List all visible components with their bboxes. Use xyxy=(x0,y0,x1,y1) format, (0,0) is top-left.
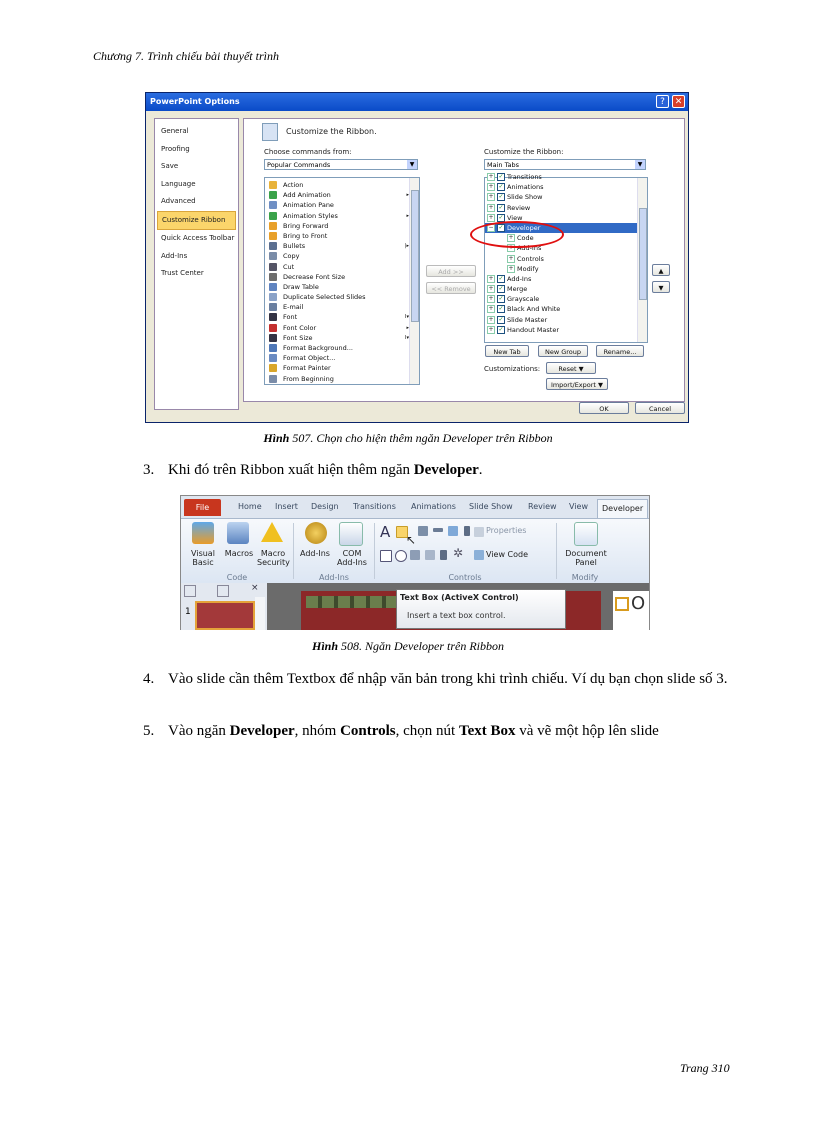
expand-icon: + xyxy=(488,285,494,293)
ribbon-body xyxy=(181,518,649,584)
nav-add-ins[interactable]: Add-Ins xyxy=(161,251,188,260)
ribbon-tabs-tree[interactable] xyxy=(484,173,648,343)
command-item[interactable]: Copy xyxy=(265,251,419,261)
command-icon xyxy=(269,181,277,189)
add-ins-button[interactable]: Add-Ins xyxy=(300,549,330,558)
expand-icon: + xyxy=(508,234,514,242)
checkbox-icon: ✓ xyxy=(498,305,504,313)
step-5: 5. Vào ngăn Developer, nhóm Controls, chọn nút Text Box và vẽ một hộp lên slide xyxy=(143,723,659,739)
ok-button[interactable]: OK xyxy=(579,402,629,414)
combo-box-icon[interactable] xyxy=(425,550,435,560)
checkbox-icon: ✓ xyxy=(498,193,504,201)
chevron-down-icon: ▼ xyxy=(635,160,645,169)
remove-button[interactable]: << Remove xyxy=(426,282,476,294)
command-item[interactable]: Animation Styles ▸ xyxy=(265,211,419,221)
command-item[interactable]: Duplicate Selected Slides xyxy=(265,292,419,302)
properties-button[interactable]: Properties xyxy=(486,526,527,535)
choose-commands-label: Choose commands from: xyxy=(264,148,352,156)
slide-thumbnail-pane xyxy=(181,583,267,630)
group-modify-label: Modify xyxy=(571,573,599,582)
collapse-icon: − xyxy=(488,223,494,231)
options-nav xyxy=(154,118,239,410)
expand-icon: + xyxy=(508,264,514,272)
powerpoint-options-dialog xyxy=(145,92,689,423)
choose-commands-select[interactable]: Popular Commands ▼ xyxy=(264,159,418,170)
commands-list[interactable] xyxy=(264,177,420,385)
checkbox-icon: ✓ xyxy=(498,223,504,231)
slide-thumbnail[interactable] xyxy=(195,601,255,630)
dialog-title: PowerPoint Options xyxy=(146,93,688,111)
tab-design[interactable]: Design xyxy=(311,502,339,511)
list-box-icon[interactable] xyxy=(410,550,420,560)
customize-ribbon-select[interactable]: Main Tabs ▼ xyxy=(484,159,646,170)
tree-item[interactable]: + ✓ Handout Master xyxy=(488,325,560,334)
tree-item[interactable]: + ✓ Review xyxy=(488,203,531,212)
command-icon xyxy=(269,303,277,311)
add-button[interactable]: Add >> xyxy=(426,265,476,277)
tree-item[interactable]: + Controls xyxy=(508,254,544,263)
new-group-button[interactable]: New Group xyxy=(538,345,588,357)
command-item[interactable]: From Beginning xyxy=(265,374,419,384)
command-icon xyxy=(269,191,277,199)
tab-animations[interactable]: Animations xyxy=(411,502,456,511)
tree-item[interactable]: + ✓ Slide Show xyxy=(488,193,543,202)
expand-icon: + xyxy=(508,254,514,262)
visual-basic-icon xyxy=(192,522,214,544)
expand-icon: + xyxy=(488,183,494,191)
command-icon xyxy=(269,222,277,230)
frame-icon[interactable] xyxy=(440,550,447,560)
tree-item[interactable]: + Add-Ins xyxy=(508,244,542,253)
developer-ribbon-screenshot xyxy=(180,495,650,630)
close-pane-icon[interactable]: × xyxy=(251,583,259,593)
outline-tab-icon[interactable] xyxy=(217,585,229,597)
checkbox-icon: ✓ xyxy=(498,203,504,211)
customizations-label: Customizations: xyxy=(484,365,541,373)
nav-general[interactable]: General xyxy=(161,127,189,135)
command-item[interactable]: Cut xyxy=(265,262,419,272)
step-3: 3. Khi đó trên Ribbon xuất hiện thêm ngăn Developer. xyxy=(143,462,483,478)
command-item[interactable]: Format Background... xyxy=(265,343,419,353)
macros-button[interactable]: Macros xyxy=(224,549,254,558)
command-icon xyxy=(269,313,277,321)
expand-icon: + xyxy=(488,193,494,201)
command-icon xyxy=(269,354,277,362)
command-item[interactable]: Action xyxy=(265,180,419,190)
mouse-cursor-icon: ↖ xyxy=(406,533,417,547)
document-panel-button[interactable]: Document Panel xyxy=(565,549,607,567)
tab-file[interactable]: File xyxy=(184,499,221,516)
command-item[interactable]: Bring to Front xyxy=(265,231,419,241)
command-item[interactable]: Animation Pane xyxy=(265,200,419,210)
command-item[interactable]: E-mail xyxy=(265,302,419,312)
label-control-icon[interactable]: A xyxy=(380,523,391,541)
checkbox-icon: ✓ xyxy=(498,285,504,293)
tree-item[interactable]: + ✓ Animations xyxy=(488,183,544,192)
expand-icon: + xyxy=(488,213,494,221)
visual-basic-button[interactable]: Visual Basic xyxy=(191,549,215,567)
command-icon xyxy=(269,324,277,332)
more-controls-icon[interactable]: ✲ xyxy=(453,546,464,560)
expand-icon: + xyxy=(488,203,494,211)
command-icon xyxy=(269,263,277,271)
checkbox-icon: ✓ xyxy=(498,325,504,333)
view-code-icon xyxy=(474,550,484,560)
com-add-ins-icon xyxy=(339,522,363,546)
command-item[interactable]: Bullets |▸ xyxy=(265,241,419,251)
command-item[interactable]: Draw Table xyxy=(265,282,419,292)
submenu-arrow-icon: ▸ xyxy=(406,324,409,331)
rename-button[interactable]: Rename... xyxy=(596,345,644,357)
tab-view[interactable]: View xyxy=(569,502,588,511)
expand-icon: + xyxy=(488,305,494,313)
highlight-circle xyxy=(470,221,564,248)
command-icon xyxy=(269,293,277,301)
submenu-arrow-icon: I▾ xyxy=(405,314,409,321)
nav-quick-access-toolbar[interactable]: Quick Access Toolbar xyxy=(161,234,235,242)
command-icon xyxy=(269,375,277,383)
tab-slide-show[interactable]: Slide Show xyxy=(469,502,513,511)
customize-heading: Customize the Ribbon. xyxy=(286,127,377,136)
nav-language[interactable]: Language xyxy=(161,179,196,188)
tooltip-title: Text Box (ActiveX Control) xyxy=(400,593,519,602)
checkbox-icon: ✓ xyxy=(498,315,504,323)
tree-item[interactable]: + ✓ Slide Master xyxy=(488,315,548,324)
new-tab-button[interactable]: New Tab xyxy=(485,345,529,357)
command-icon xyxy=(269,273,277,281)
command-icon xyxy=(269,364,277,372)
properties-icon xyxy=(474,527,484,537)
command-icon xyxy=(269,344,277,352)
command-item[interactable]: Format Painter xyxy=(265,363,419,373)
view-code-button[interactable]: View Code xyxy=(486,550,529,559)
customize-ribbon-label: Customize the Ribbon: xyxy=(484,148,564,156)
nav-customize-ribbon[interactable]: Customize Ribbon xyxy=(157,211,236,231)
macros-icon xyxy=(227,522,249,544)
command-icon xyxy=(269,232,277,240)
tree-item[interactable]: + ✓ Merge xyxy=(488,285,528,294)
nav-advanced[interactable]: Advanced xyxy=(161,197,196,205)
group-add-ins-label: Add-Ins xyxy=(319,573,349,582)
tooltip-description: Insert a text box control. xyxy=(407,611,506,620)
checkbox-icon: ✓ xyxy=(498,213,504,221)
toggle-button-icon[interactable] xyxy=(464,526,470,536)
move-up-button[interactable] xyxy=(652,264,670,276)
checkbox-icon: ✓ xyxy=(498,274,504,282)
expand-icon: + xyxy=(488,295,494,303)
submenu-arrow-icon: I▾ xyxy=(405,334,409,341)
command-icon xyxy=(269,283,277,291)
command-icon xyxy=(269,252,277,260)
tree-item[interactable]: + Code xyxy=(508,234,534,243)
help-icon[interactable]: ? xyxy=(656,95,669,108)
arrow-up-icon: ▲ xyxy=(658,267,664,275)
group-controls-label: Controls xyxy=(448,573,482,582)
command-item[interactable]: Font Color ▸ xyxy=(265,323,419,333)
warning-icon xyxy=(261,522,283,542)
com-add-ins-button[interactable]: COM Add-Ins xyxy=(337,549,367,567)
reset-button[interactable]: Reset ▼ xyxy=(546,362,596,374)
expand-icon: + xyxy=(488,173,494,180)
command-item[interactable]: Add Animation ▸ xyxy=(265,190,419,200)
expand-icon: + xyxy=(488,315,494,323)
tab-insert[interactable]: Insert xyxy=(275,502,298,511)
slides-tab-icon[interactable] xyxy=(184,585,196,597)
check-box-icon[interactable] xyxy=(380,550,392,562)
tree-item[interactable]: + ✓ Add-Ins xyxy=(488,274,532,283)
close-icon[interactable]: ✕ xyxy=(672,95,685,108)
cancel-button[interactable]: Cancel xyxy=(635,402,685,414)
slide-number: 1 xyxy=(185,607,191,617)
figure-caption-508: Hình 508. Ngăn Developer trên Ribbon xyxy=(312,639,504,653)
command-icon xyxy=(269,242,277,250)
submenu-arrow-icon: ▸ xyxy=(406,192,409,199)
expand-icon: + xyxy=(508,244,514,252)
import-export-button[interactable]: Import/Export ▼ xyxy=(546,378,608,390)
scrollbar-control-icon[interactable] xyxy=(433,528,443,532)
nav-trust-center[interactable]: Trust Center xyxy=(161,269,204,277)
slide-nav-buttons xyxy=(306,596,396,608)
ribbon-icon xyxy=(262,123,278,141)
command-item[interactable]: Format Object... xyxy=(265,353,419,363)
tab-home[interactable]: Home xyxy=(238,502,262,511)
spin-button-icon[interactable] xyxy=(418,526,428,536)
submenu-arrow-icon: ▸ xyxy=(406,212,409,219)
command-icon xyxy=(269,212,277,220)
checkbox-icon: ✓ xyxy=(498,295,504,303)
page-footer: Trang 310 xyxy=(680,1061,730,1075)
tree-item[interactable]: + ✓ View xyxy=(488,213,523,222)
tree-item[interactable]: + ✓ Black And White xyxy=(488,305,561,314)
chevron-down-icon: ▼ xyxy=(407,160,417,169)
move-down-button[interactable] xyxy=(652,281,670,293)
option-button-icon[interactable] xyxy=(395,550,407,562)
expand-icon: + xyxy=(488,325,494,333)
slide-logo: O xyxy=(613,591,649,630)
arrow-down-icon: ▼ xyxy=(658,284,664,292)
add-ins-icon xyxy=(305,522,327,544)
checkbox-icon: ✓ xyxy=(498,183,504,191)
tree-item[interactable]: + Modify xyxy=(508,264,539,273)
image-control-icon[interactable] xyxy=(448,526,458,536)
macro-security-button[interactable]: Macro Security xyxy=(257,549,290,567)
command-icon xyxy=(269,334,277,342)
nav-save[interactable]: Save xyxy=(161,162,179,170)
command-icon xyxy=(269,201,277,209)
submenu-arrow-icon: |▸ xyxy=(404,243,409,250)
command-item[interactable]: Decrease Font Size xyxy=(265,272,419,282)
step-4: 4. Vào slide cần thêm Textbox để nhập văn bản trong khi trình chiếu. Ví dụ bạn chọn slide số 3. xyxy=(143,671,728,687)
figure-caption-507: Hình 507. Chọn cho hiện thêm ngăn Developer trên Ribbon xyxy=(263,431,553,445)
nav-proofing[interactable]: Proofing xyxy=(161,144,190,153)
thumbnail-scrollbar[interactable] xyxy=(255,597,265,630)
ribbon-tabs xyxy=(181,496,649,518)
tree-item[interactable]: + ✓ Grayscale xyxy=(488,295,540,304)
expand-icon: + xyxy=(488,274,494,282)
tab-developer[interactable]: Developer xyxy=(597,499,648,519)
tree-scrollbar[interactable] xyxy=(637,178,647,342)
group-code-label: Code xyxy=(226,573,248,582)
page-header: Chương 7. Trình chiếu bài thuyết trình xyxy=(93,49,279,63)
options-main-panel xyxy=(243,118,685,402)
tree-item[interactable]: + ✓ Transitions xyxy=(488,173,542,181)
tab-transitions[interactable]: Transitions xyxy=(353,502,396,511)
checkbox-icon: ✓ xyxy=(498,173,504,180)
tab-review[interactable]: Review xyxy=(528,502,557,511)
command-item[interactable]: Bring Forward xyxy=(265,221,419,231)
command-item[interactable]: Font I▾ xyxy=(265,312,419,322)
document-panel-icon xyxy=(574,522,598,546)
commands-scrollbar[interactable] xyxy=(409,178,419,384)
tree-item-developer[interactable]: − ✓ Developer xyxy=(485,223,647,233)
text-box-tooltip xyxy=(396,589,566,629)
command-item[interactable]: Font Size I▾ xyxy=(265,333,419,343)
